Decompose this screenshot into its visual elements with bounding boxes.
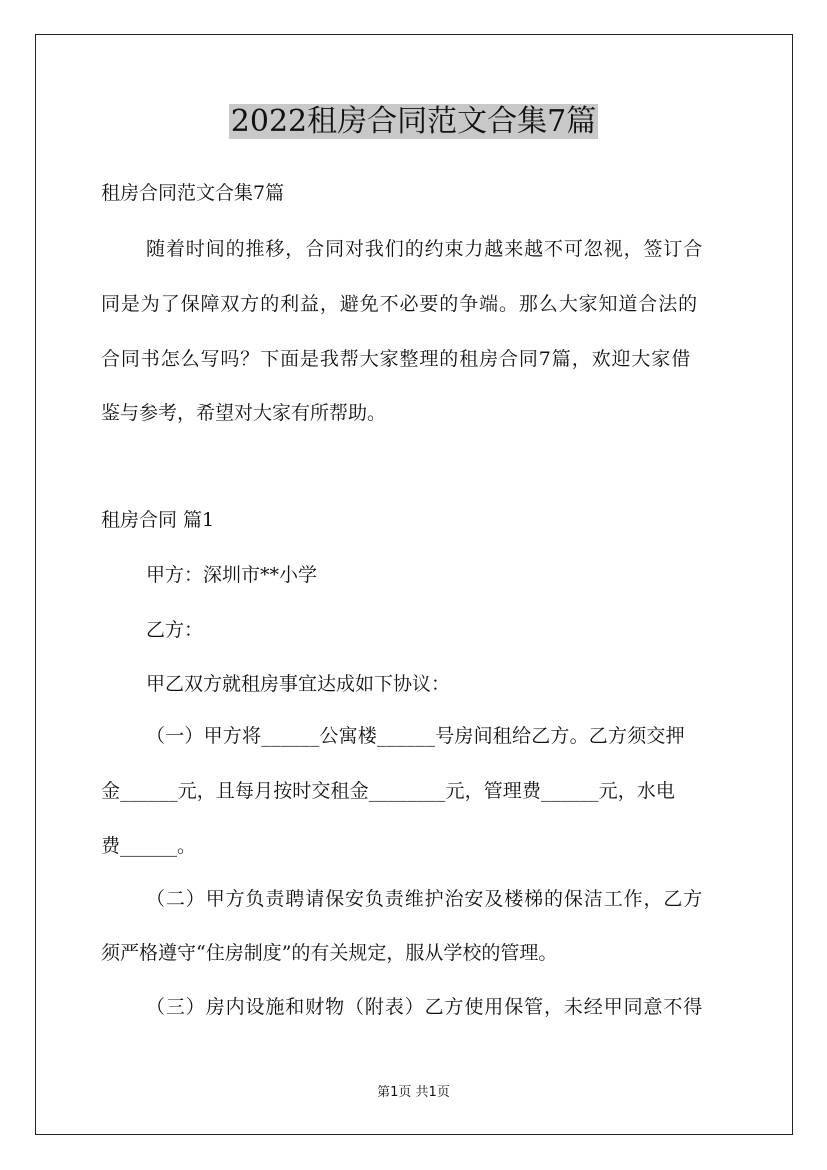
- page-footer: 第1页 共1页: [377, 1085, 450, 1100]
- clause-2-line-2: 须严格遵守“住房制度”的有关规定，服从学校的管理。: [101, 942, 558, 964]
- party-b-line: 乙方：: [146, 619, 204, 641]
- clause-1-line-3: 费______。: [101, 835, 197, 857]
- document-title-text: 2022租房合同范文合集7篇: [230, 104, 597, 139]
- intro-line-4: 鉴与参考，希望对大家有所帮助。: [101, 402, 387, 424]
- party-a-line: 甲方：深圳市**小学: [146, 564, 318, 586]
- intro-line-3: 合同书怎么写吗？下面是我帮大家整理的租房合同7篇，欢迎大家借: [101, 348, 692, 370]
- agreement-intro-line: 甲乙双方就租房事宜达成如下协议：: [146, 673, 451, 695]
- document-title: [0, 100, 827, 144]
- clause-3-line-1: （三）房内设施和财物（附表）乙方使用保管，未经甲同意不得: [146, 996, 704, 1018]
- clause-2-line-1: （二）甲方负责聘请保安负责维护治安及楼梯的保洁工作，乙方: [146, 888, 704, 910]
- clause-1-line-1: （一）甲方将______公寓楼______号房间租给乙方。乙方须交押: [146, 725, 685, 747]
- section-heading: 租房合同 篇1: [101, 509, 215, 531]
- clause-1-line-2: 金______元，且每月按时交租金________元，管理费______元，水电: [101, 780, 676, 802]
- intro-line-2: 同是为了保障双方的利益，避免不必要的争端。那么大家知道合法的: [101, 293, 699, 315]
- subtitle-line: 租房合同范文合集7篇: [101, 182, 285, 204]
- intro-line-1: 随着时间的推移，合同对我们的约束力越来越不可忽视，签订合: [146, 238, 704, 260]
